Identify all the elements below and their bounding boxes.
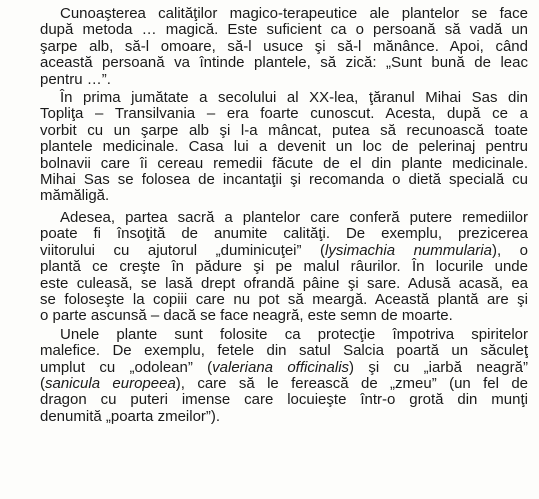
text-line: bolnavii care îi cereau remedii făcute de el din plante medicinale. [40,154,528,172]
text-line: după metoda … magică. Este suficient ca o persoană să vadă un [40,21,528,39]
text-line: o parte ascunsă – dacă se face neagră, este semn de moarte. [40,307,453,325]
text-line: şarpe alb, să-l omoare, să-l usuce şi să-l mănânce. Apoi, când [40,37,528,55]
text-line: pentru …”. [40,70,111,88]
text-line: Topliţa – Transilvania – era foarte cunoscut. Acesta, după ce a [40,105,528,123]
text-line: plantele medicinale. Casa lui a devenit un loc de pelerinaj pentru [40,138,528,156]
text-line: se foloseşte la copiii care nu pot să meargă. Această plantă are şi [40,290,528,308]
paragraph-1 [40,6,528,88]
text-line: malefice. De exemplu, fetele din satul Salcia poartă un săculeţ [40,342,528,360]
text-line: Cunoaşterea calităţilor magico-terapeutice ale plantelor se face [60,5,528,22]
text-line: Unele plante sunt folosite ca protecţie împotriva spiritelor [60,325,528,343]
text-line: umplut cu „odolean” (valeriana officinalis) şi cu „iarbă neagră” [40,358,528,376]
body-text [40,6,528,425]
text-line: mămăligă. [40,187,110,205]
text-line: această persoană va întinde plantele, să zică: „Sunt bună de leac [40,54,528,72]
text-line: plantă ce creşte în pădure şi pe malul râurilor. În locurile unde [40,258,528,276]
text-line: denumită „poarta zmeilor”). [40,407,221,425]
paragraph-4 [40,327,528,425]
text-line: Adesea, partea sacră a plantelor care conferă putere remediilor [60,208,528,226]
text-line: (sanicula europeea), care să le ferească de „zmeu” (un fel de [40,374,529,392]
text-line: poate fi însoţită de anumite calităţi. De exemplu, prezicerea [40,225,528,243]
text-line: viitorului cu ajutorul „duminicuţei” (lysimachia nummularia), o [40,241,528,259]
paragraph-3 [40,210,528,325]
text-line: vorbit cu un şarpe alb şi l-a mâncat, putea să recunoască toate [40,121,528,139]
text-line: este culeasă, se lasă drept ofrandă pâine şi sare. Adusă acasă, ea [40,274,528,292]
text-line: În prima jumătate a secolului al XX-lea, ţăranul Mihai Sas din [60,89,528,107]
paragraph-2 [40,90,528,205]
text-line: Mihai Sas se folosea de incantaţii şi recomanda o dietă specială cu [40,171,528,189]
text-line: dragon cu puteri imense care locuieşte într-o grotă din munţi [40,391,528,409]
